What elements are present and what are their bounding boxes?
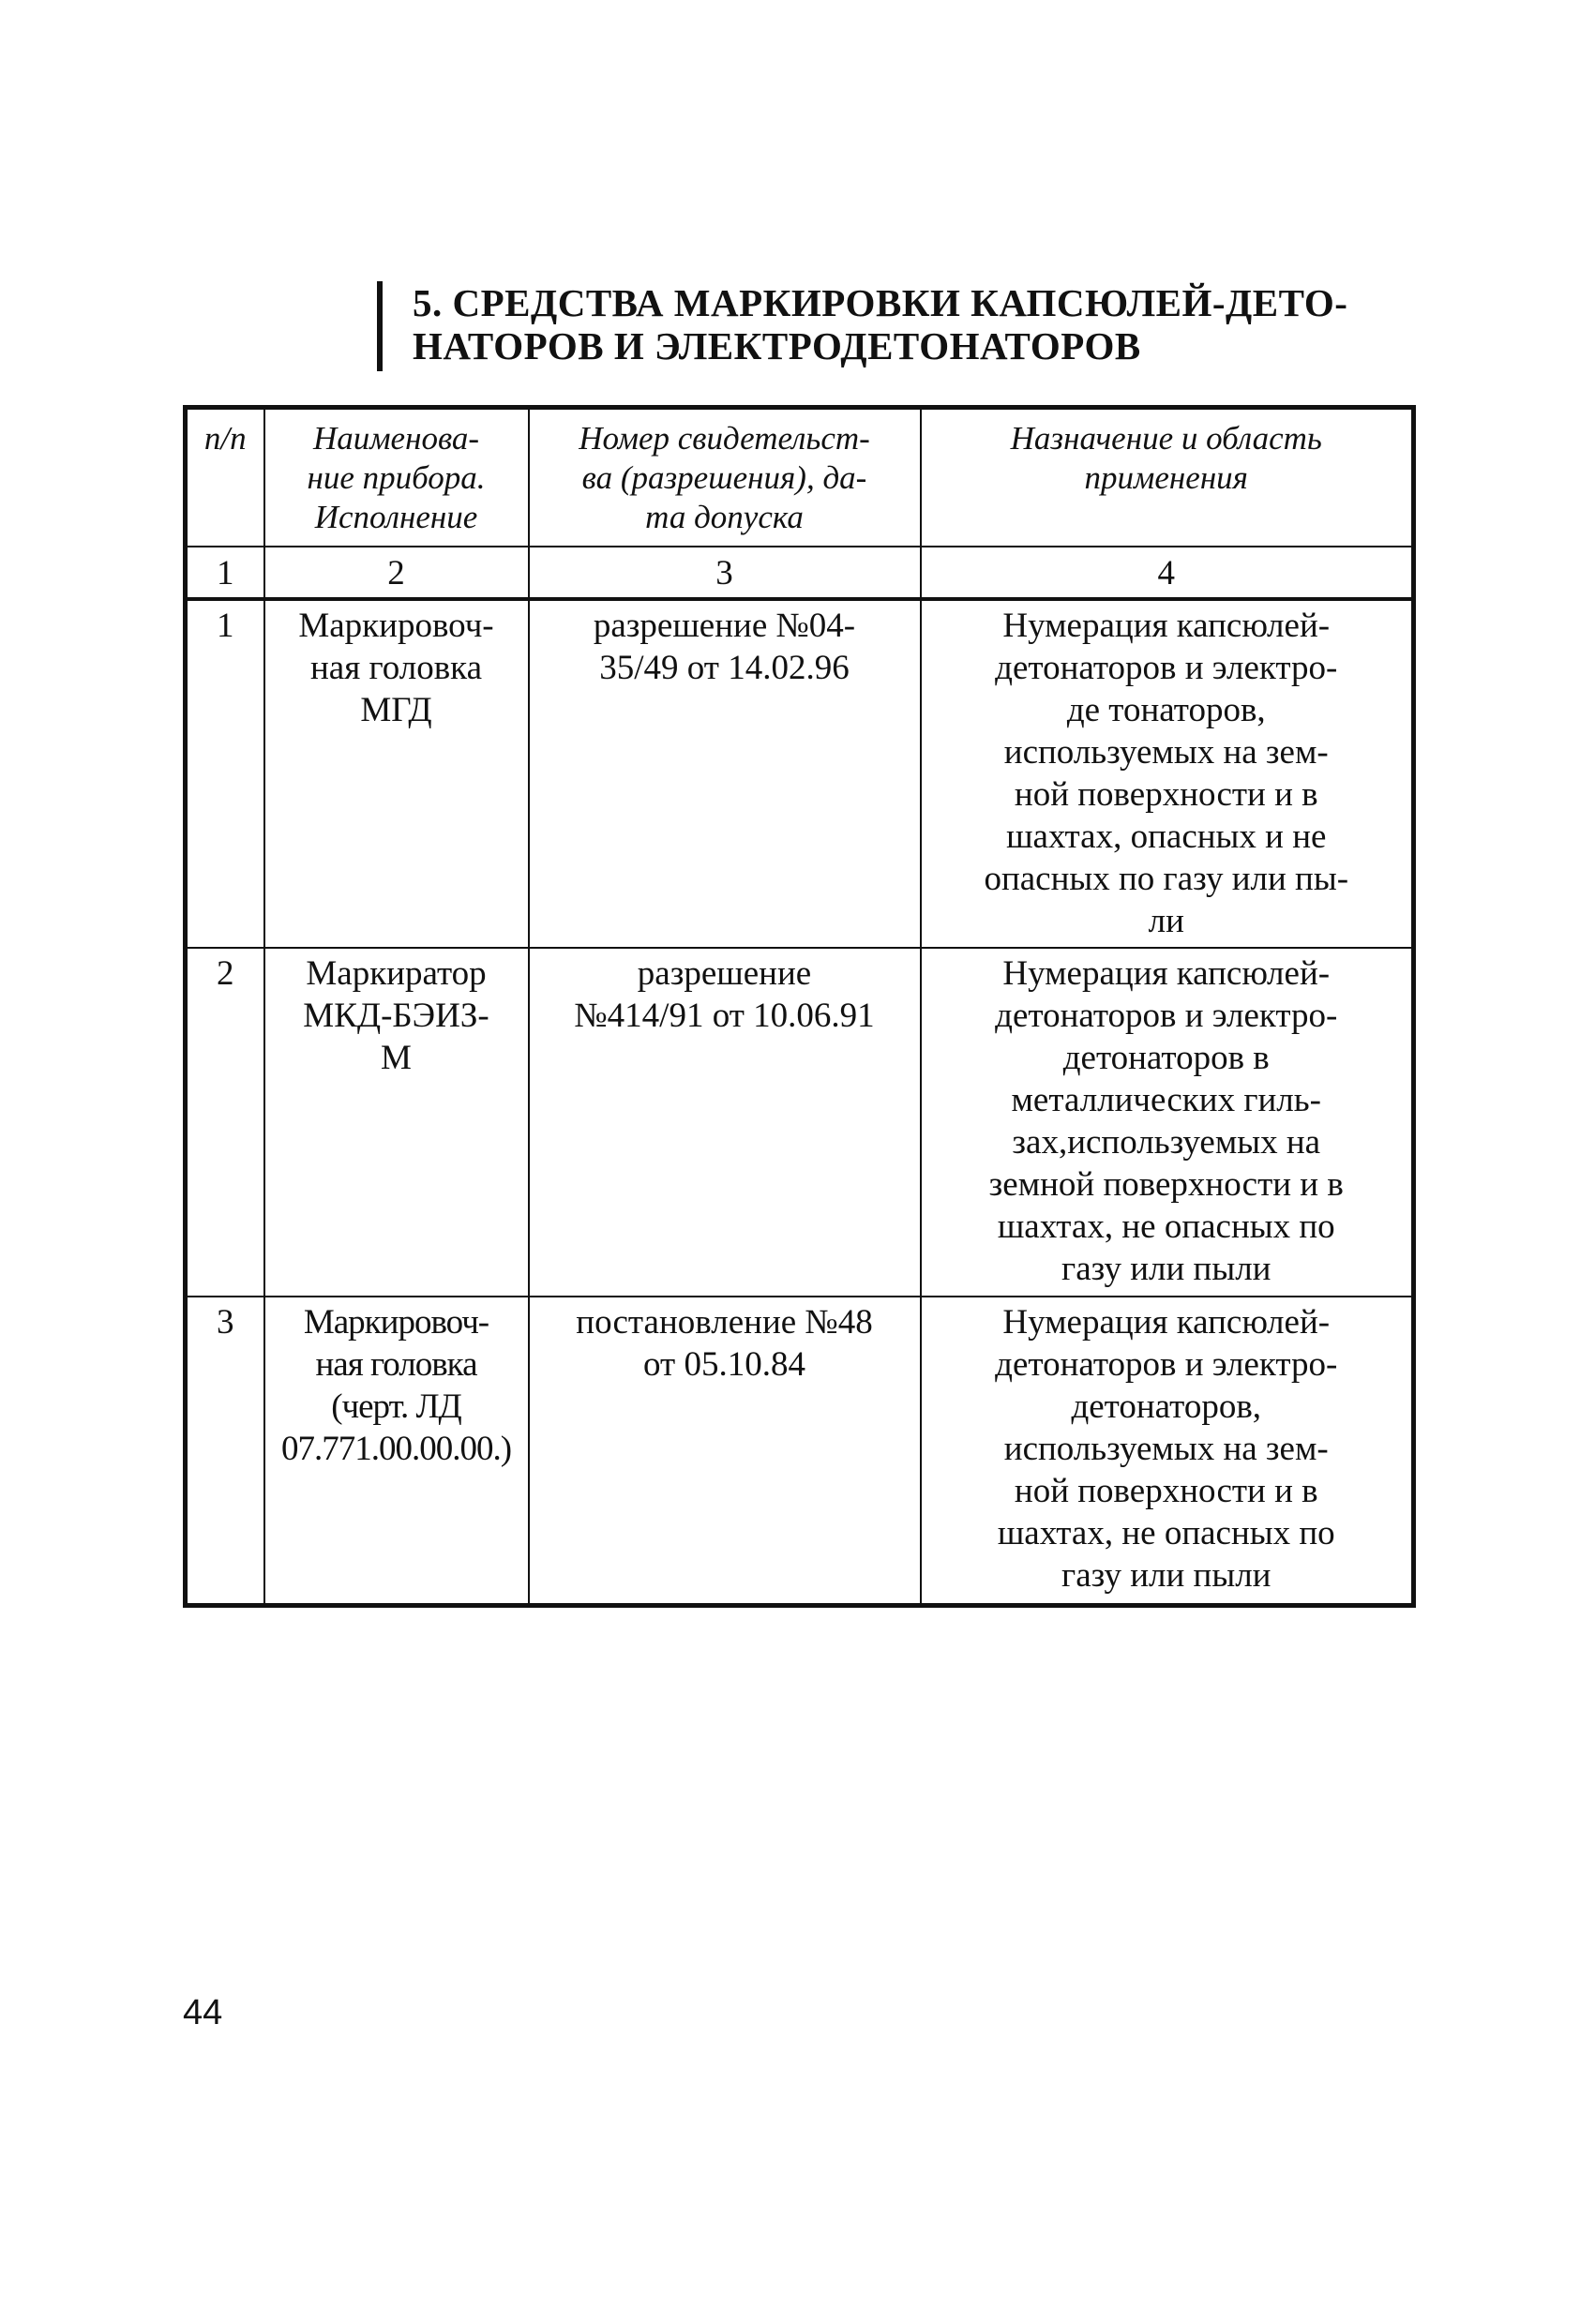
permit-info: постановление №48 от 05.10.84 bbox=[529, 1297, 921, 1606]
permit-info: разрешение №414/91 от 10.06.91 bbox=[529, 948, 921, 1297]
purpose-text: Нумерация капсюлей- детонаторов и электро- детонаторов, используемых на зем- ной поверхности и в шахтах, не опасных по газу или пыли bbox=[921, 1297, 1414, 1606]
column-number: 1 bbox=[186, 547, 264, 599]
page-number: 44 bbox=[183, 1993, 223, 2032]
header-permit: Номер свидетельст- ва (разрешения), да- та допуска bbox=[529, 408, 921, 547]
marking-tools-table bbox=[183, 405, 1416, 1608]
header-purpose: Назначение и область применения bbox=[921, 408, 1414, 547]
row-number: 3 bbox=[186, 1297, 264, 1606]
header-number: п/п bbox=[186, 408, 264, 547]
purpose-text: Нумерация капсюлей- детонаторов и электро- де тонаторов, используемых на зем- ной поверхности и в шахтах, опасных и не опасных по газу или пы- ли bbox=[921, 599, 1414, 948]
table-row bbox=[186, 1297, 1414, 1606]
row-number: 1 bbox=[186, 599, 264, 948]
section-heading bbox=[413, 281, 1444, 367]
device-name: Маркировоч- ная головка МГД bbox=[264, 599, 529, 948]
permit-info: разрешение №04- 35/49 от 14.02.96 bbox=[529, 599, 921, 948]
device-name: Маркировоч- ная головка (черт. ЛД 07.771.00.00.00.) bbox=[264, 1297, 529, 1606]
table-header-row bbox=[186, 408, 1414, 547]
device-name: Маркиратор МКД-БЭИЗ- М bbox=[264, 948, 529, 1297]
table-row bbox=[186, 948, 1414, 1297]
revision-bar bbox=[377, 281, 383, 371]
purpose-text: Нумерация капсюлей- детонаторов и электро- детонаторов в металлических гиль- зах,используемых на земной поверхности и в шахтах, не опасных по газу или пыли bbox=[921, 948, 1414, 1297]
column-number: 3 bbox=[529, 547, 921, 599]
table-row bbox=[186, 599, 1414, 948]
section-heading-line-2: НАТОРОВ И ЭЛЕКТРОДЕТОНАТОРОВ bbox=[413, 324, 1141, 367]
column-number: 2 bbox=[264, 547, 529, 599]
column-number: 4 bbox=[921, 547, 1414, 599]
section-heading-line-1: 5. СРЕДСТВА МАРКИРОВКИ КАПСЮЛЕЙ-ДЕТО- bbox=[413, 281, 1348, 324]
header-device-name: Наименова- ние прибора. Исполнение bbox=[264, 408, 529, 547]
row-number: 2 bbox=[186, 948, 264, 1297]
column-number-row bbox=[186, 547, 1414, 599]
